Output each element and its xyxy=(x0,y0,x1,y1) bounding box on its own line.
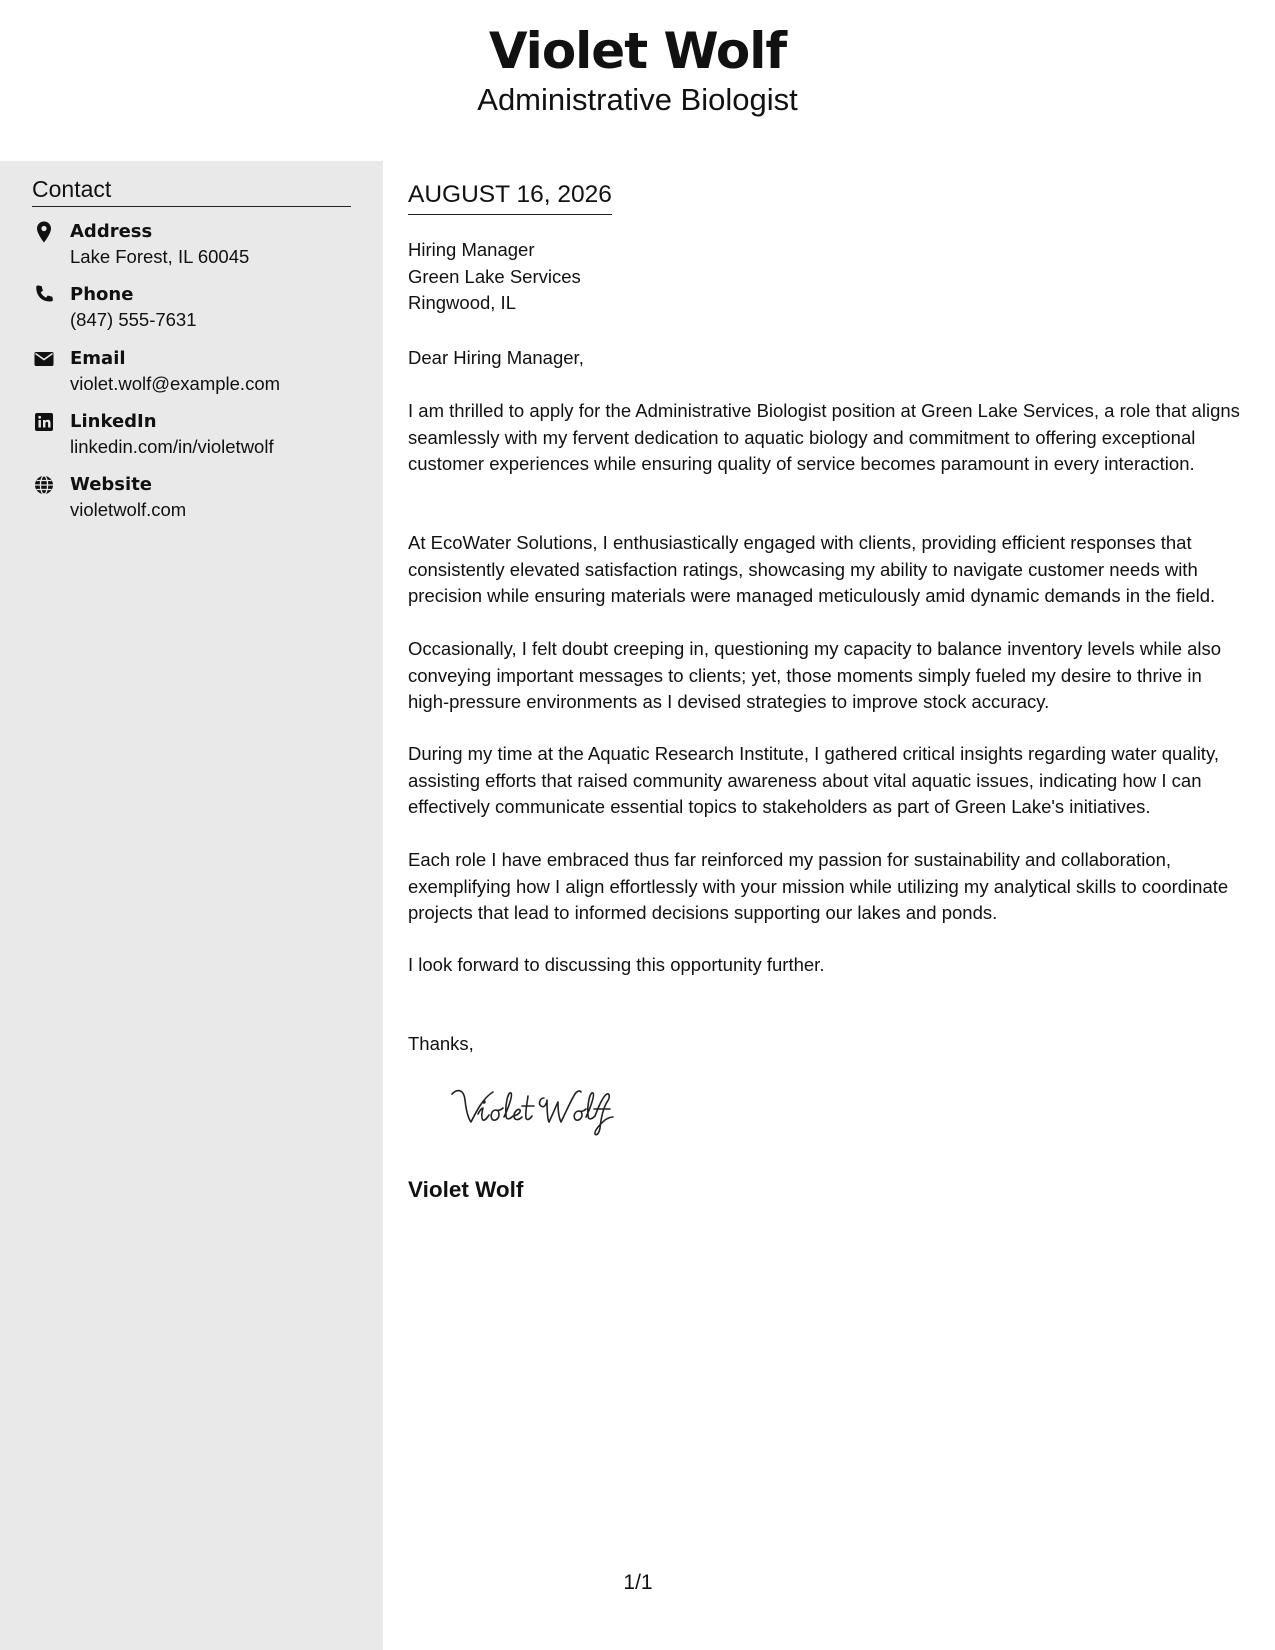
paragraph: I look forward to discussing this opportunity further. xyxy=(408,954,825,975)
page-number: 1/1 xyxy=(623,1571,653,1594)
recipient-block xyxy=(408,237,581,317)
phone-icon xyxy=(32,283,56,307)
applicant-name: Violet Wolf xyxy=(488,22,787,80)
address-value: Lake Forest, IL 60045 xyxy=(70,246,250,267)
linkedin-label: LinkedIn xyxy=(70,411,157,432)
email-value: violet.wolf@example.com xyxy=(70,373,281,394)
paragraph: Occasionally, I felt doubt creeping in, questioning my capacity to balance inventory levels while also conveying important messages to clients; yet, those moments simply fueled my desire to thrive in high-pressure environments as I devised strategies to improve stock accuracy. xyxy=(408,638,1222,712)
recipient-line: Hiring Manager xyxy=(408,239,535,260)
website-value: violetwolf.com xyxy=(70,499,187,520)
map-pin-icon xyxy=(32,220,56,244)
signer-name: Violet Wolf xyxy=(408,1177,524,1202)
contact-website xyxy=(32,473,362,529)
salutation: Dear Hiring Manager, xyxy=(408,347,584,368)
linkedin-icon xyxy=(32,410,56,434)
paragraph: Each role I have embraced thus far reinforced my passion for sustainability and collaboration, exemplifying how I align effortlessly with your mission while utilizing my analytical skills to coordinate projects that lead to informed decisions supporting our lakes and ponds. xyxy=(408,849,1229,923)
applicant-title: Administrative Biologist xyxy=(477,82,798,117)
letter-header xyxy=(0,0,1275,160)
envelope-icon xyxy=(32,347,56,371)
handwritten-signature xyxy=(448,1080,678,1140)
letter-date: AUGUST 16, 2026 xyxy=(408,178,612,215)
phone-label: Phone xyxy=(70,284,134,305)
contact-linkedin xyxy=(32,410,362,466)
paragraph: I am thrilled to apply for the Administrative Biologist position at Green Lake Services, a role that aligns seamlessly with my fervent dedication to aquatic biology and commitment to offering exceptional customer experiences while ensuring quality of service becomes paramount in every interaction. xyxy=(408,400,1240,474)
contact-email xyxy=(32,347,362,403)
recipient-line: Green Lake Services xyxy=(408,265,581,287)
linkedin-value: linkedin.com/in/violetwolf xyxy=(70,436,274,457)
closing: Thanks, xyxy=(408,1033,474,1054)
contact-phone xyxy=(32,283,362,339)
paragraph: During my time at the Aquatic Research Institute, I gathered critical insights regarding water quality, assisting efforts that raised community awareness about vital aquatic issues, indicating how I can effectively communicate essential topics to stakeholders as part of Green Lake's initiatives. xyxy=(408,743,1219,817)
contact-address xyxy=(32,220,362,276)
paragraph: At EcoWater Solutions, I enthusiastically engaged with clients, providing efficient responses that consistently elevated satisfaction ratings, showcasing my ability to navigate customer needs with precision while ensuring materials were managed meticulously amid dynamic demands in the field. xyxy=(408,532,1216,606)
contact-heading: Contact xyxy=(32,174,351,207)
globe-icon xyxy=(32,473,56,497)
phone-value: (847) 555-7631 xyxy=(70,309,197,330)
email-label: Email xyxy=(70,348,126,369)
recipient-line: Ringwood, IL xyxy=(408,292,516,313)
address-label: Address xyxy=(70,221,153,242)
website-label: Website xyxy=(70,474,153,495)
